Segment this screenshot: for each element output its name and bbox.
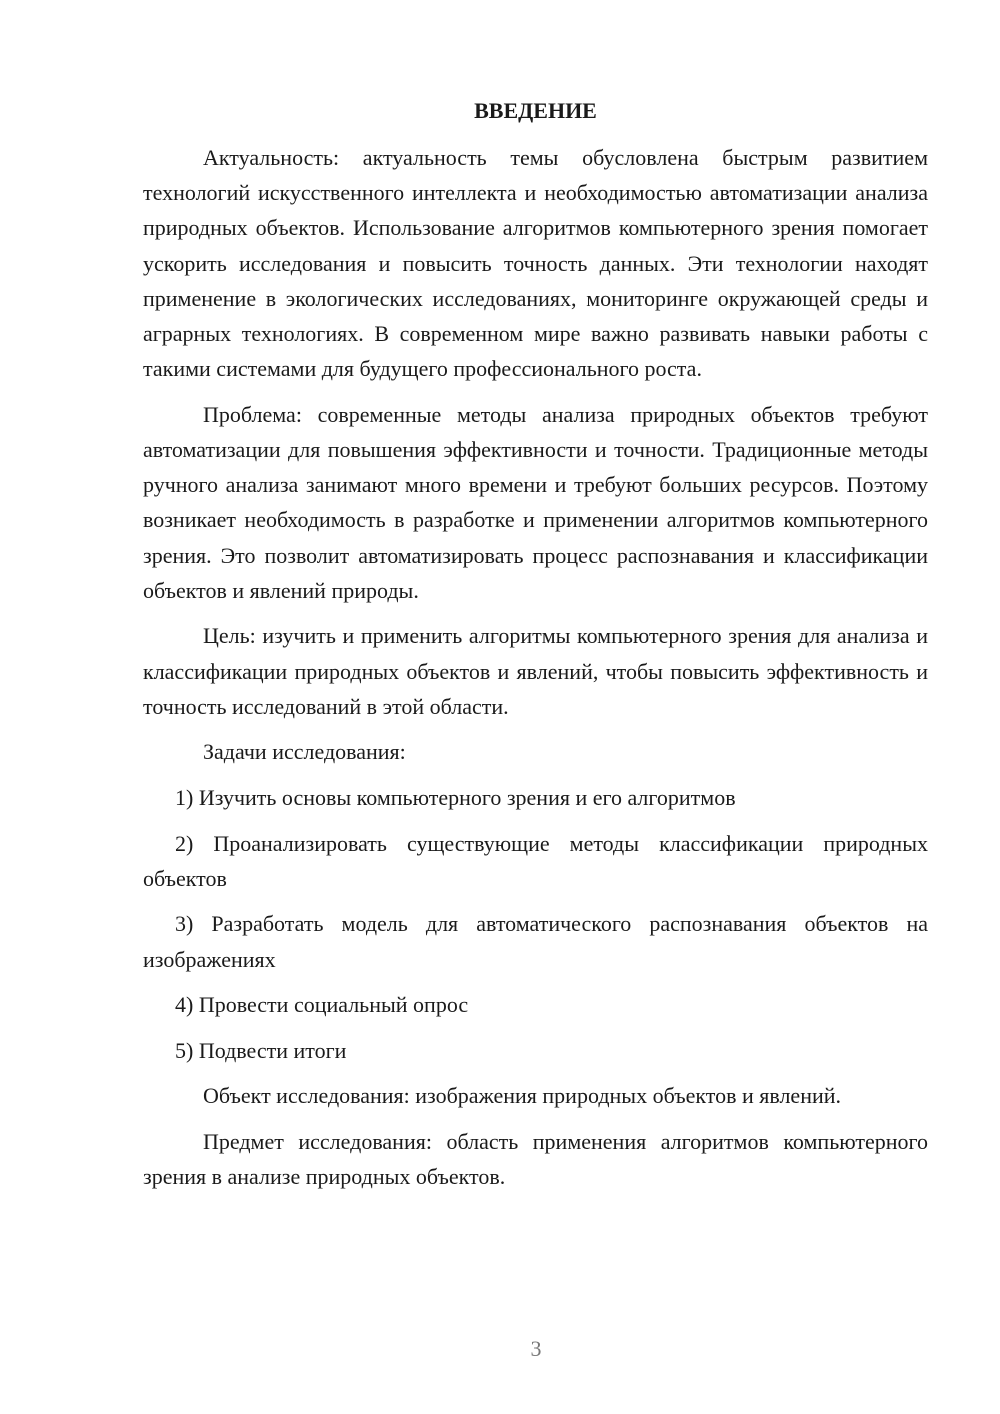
page-content xyxy=(143,96,928,1205)
task-item: 5) Подвести итоги xyxy=(175,1037,347,1063)
task-item: 1) Изучить основы компьютерного зрения и его алгоритмов xyxy=(175,785,736,811)
task-item: 2) Проанализировать существующие методы классификации природных объектов xyxy=(143,830,928,891)
task-item: 3) Разработать модель для автоматического распознавания объектов на изображениях xyxy=(143,911,928,972)
research-object-paragraph: Объект исследования: изображения природных объектов и явлений. xyxy=(203,1083,842,1109)
section-title: ВВЕДЕНИЕ xyxy=(474,98,597,123)
task-item: 4) Провести социальный опрос xyxy=(175,992,469,1018)
page-number: 3 xyxy=(530,1336,542,1361)
goal-paragraph: Цель: изучить и применить алгоритмы компьютерного зрения для анализа и классификации природных объектов и явлений, чтобы повысить эффективность и точность исследований в этой области. xyxy=(143,623,928,719)
research-subject-paragraph: Предмет исследования: область применения алгоритмов компьютерного зрения в анализе природных объектов. xyxy=(143,1128,928,1190)
relevance-paragraph: Актуальность: актуальность темы обусловлена быстрым развитием технологий искусственного интеллекта и необходимостью автоматизации анализа природных объектов. Использование алгоритмов компьютерного зрения помогает ускорить исследования и повысить точность данных. Эти технологии находят применение в экологических исследованиях, мониторинге окружающей среды и аграрных технологиях. В современном мире важно развивать навыки работы с такими системами для будущего профессионального роста. xyxy=(143,145,928,382)
problem-paragraph: Проблема: современные методы анализа природных объектов требуют автоматизации для повышения эффективности и точности. Традиционные методы ручного анализа занимают много времени и требуют больших ресурсов. Поэтому возникает необходимость в разработке и применении алгоритмов компьютерного зрения. Это позволит автоматизировать процесс распознавания и классификации объектов и явлений природы. xyxy=(143,401,928,603)
tasks-heading: Задачи исследования: xyxy=(203,739,406,765)
